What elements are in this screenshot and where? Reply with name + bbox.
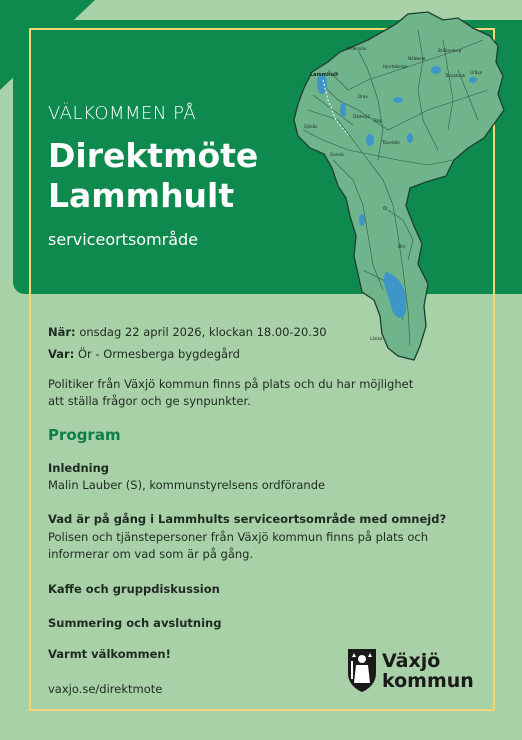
program-heading: Program bbox=[48, 426, 121, 444]
map-label-vederslov: Vederslöv bbox=[346, 46, 367, 51]
map-label-hjortsberga: Hjortsberga bbox=[383, 64, 408, 69]
logo-text-line-1: Växjö bbox=[382, 650, 441, 672]
coat-of-arms-icon bbox=[348, 649, 376, 692]
area-map bbox=[258, 10, 520, 362]
page-subtitle: serviceortsområde bbox=[48, 230, 199, 249]
map-label-tavelsas: Tävelsås bbox=[382, 140, 400, 145]
page-title bbox=[48, 136, 288, 216]
map-label-urasa: Uråsa bbox=[470, 70, 483, 75]
program-item-title: Inledning bbox=[48, 461, 109, 475]
where-value: Ör - Ormesberga bygdegård bbox=[77, 347, 240, 361]
program-item-title: Varmt välkommen! bbox=[48, 647, 171, 661]
title-line-2: Lammhult bbox=[48, 176, 235, 215]
when-label: När: bbox=[48, 325, 76, 339]
map-label-brakentorp: Bräkentorp bbox=[438, 48, 462, 53]
program-item-text bbox=[48, 529, 438, 563]
program-item-text-line: informerar om vad som är på gång. bbox=[48, 547, 254, 561]
map-label-torpsbruk: Torpsbruk bbox=[445, 73, 466, 78]
when-line bbox=[48, 324, 327, 341]
program-item-text: Malin Lauber (S), kommunstyrelsens ordförande bbox=[48, 478, 326, 492]
program-item-title: Kaffe och gruppdiskussion bbox=[48, 582, 220, 596]
intro-line-2: att ställa frågor och ge synpunkter. bbox=[48, 394, 251, 408]
logo-text-line-2: kommun bbox=[382, 670, 474, 692]
welcome-heading: VÄLKOMMEN PÅ bbox=[48, 103, 197, 124]
program-item-text-line: Polisen och tjänstepersoner från Växjö kommun finns på plats och bbox=[48, 530, 428, 544]
where-line bbox=[48, 346, 240, 363]
map-label-gemla: Gemla bbox=[330, 152, 344, 157]
map-label-ohr: Öhr bbox=[398, 244, 406, 249]
program-item-title: Summering och avslutning bbox=[48, 616, 222, 630]
intro-line-1: Politiker från Växjö kommun finns på plats och du har möjlighet bbox=[48, 377, 414, 391]
map-label-lammhult: Lammhult bbox=[310, 72, 339, 78]
when-value: onsdag 22 april 2026, klockan 18.00-20.30 bbox=[79, 325, 327, 339]
website-link[interactable]: vaxjo.se/direktmote bbox=[48, 682, 163, 696]
map-label-sjosas: Sjösås bbox=[304, 124, 318, 129]
map-label-nobbele: Nöbbele bbox=[408, 56, 426, 61]
map-label-dadesjo: Dädesjö bbox=[353, 114, 370, 119]
program-item-title: Vad är på gång i Lammhults serviceortsområde med omnejd? bbox=[48, 512, 447, 526]
map-label-or: Ör bbox=[383, 206, 389, 211]
map-label-drev: Drev bbox=[358, 94, 368, 99]
where-label: Var: bbox=[48, 347, 75, 361]
map-label-lanka: Länka bbox=[370, 336, 383, 341]
title-line-1: Direktmöte bbox=[48, 136, 259, 175]
map-label-tolg: Tolg bbox=[373, 118, 382, 123]
intro-text bbox=[48, 376, 413, 410]
